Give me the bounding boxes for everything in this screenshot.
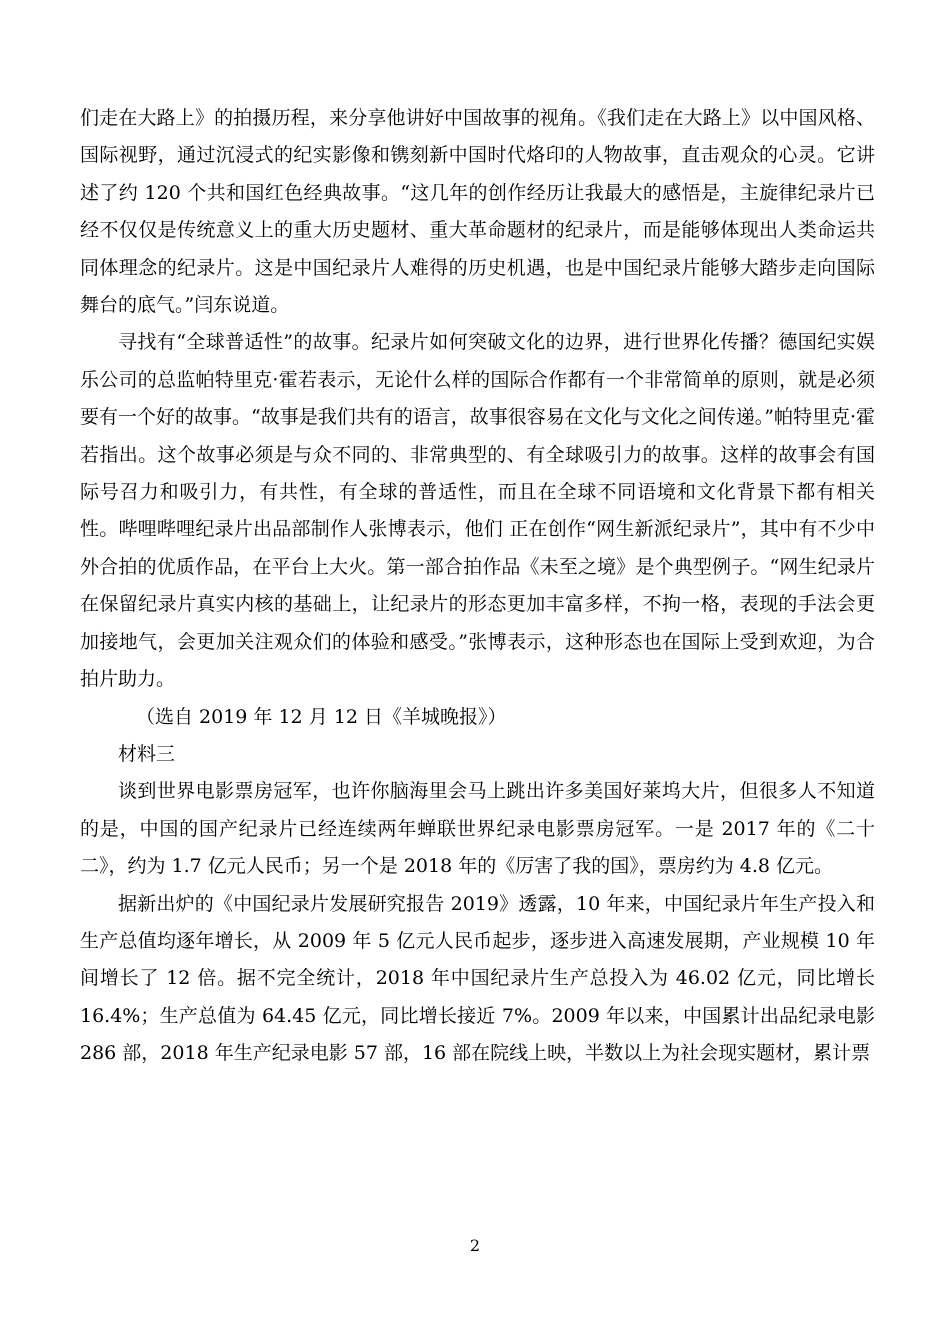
paragraph-3: 谈到世界电影票房冠军，也许你脑海里会马上跳出许多美国好莱坞大片，但很多人不知道的是，中国的国产纪录片已经连续两年蝉联世界纪录电影票房冠军。一是 2017 年的《二十二》，约为 1.7 亿元人民币；另一个是 2018 年的《厉害了我的国》，票房约为 4.8 亿元。	[80, 780, 875, 878]
section-label: 材料三	[118, 742, 176, 765]
source-citation: （选自 2019 年 12 月 12 日《羊城晚报》）	[136, 705, 507, 728]
page-number: 2	[469, 1236, 481, 1255]
document-body	[80, 100, 875, 1073]
paragraph-4: 据新出炉的《中国纪录片发展研究报告 2019》透露，10 年来，中国纪录片年生产投入和生产总值均逐年增长，从 2009 年 5 亿元人民币起步，逐步进入高速发展期，产业规模 10 年间增长了 12 倍。据不完全统计，2018 年中国纪录片生产总投入为 46.02 亿元，同比增长 16.4%；生产总值为 64.45 亿元，同比增长接近 7%。2009 年以来，中国累计出品纪录电影 286 部，2018 年生产纪录电影 57 部，16 部在院线上映，半数以上为社会现实题材，累计票	[80, 892, 875, 1065]
paragraph-1: 们走在大路上》的拍摄历程，来分享他讲好中国故事的视角。《我们走在大路上》以中国风格、国际视野，通过沉浸式的纪实影像和镌刻新中国时代烙印的人物故事，直击观众的心灵。它讲述了约 120 个共和国红色经典故事。“这几年的创作经历让我最大的感悟是，主旋律纪录片已经不仅仅是传统意义上的重大历史题材、重大革命题材的纪录片，而是能够体现出人类命运共同体理念的纪录片。这是中国纪录片人难得的历史机遇，也是中国纪录片能够大踏步走向国际舞台的底气。”闫东说道。	[80, 107, 875, 317]
paragraph-2: 寻找有“全球普适性”的故事。纪录片如何突破文化的边界，进行世界化传播？德国纪实娱乐公司的总监帕特里克·霍若表示，无论什么样的国际合作都有一个非常简单的原则，就是必须要有一个好的故事。“故事是我们共有的语言，故事很容易在文化与文化之间传递。”帕特里克·霍若指出。这个故事必须是与众不同的、非常典型的、有全球吸引力的故事。这样的故事会有国际号召力和吸引力，有共性，有全球的普适性，而且在全球不同语境和文化背景下都有相关性。哔哩哔哩纪录片出品部制作人张博表示，他们 正在创作“网生新派纪录片”，其中有不少中外合拍的优质作品，在平台上大火。第一部合拍作品《未至之境》是个典型例子。“网生纪录片在保留纪录片真实内核的基础上，让纪录片的形态更加丰富多样，不拘一格，表现的手法会更加接地气，会更加关注观众们的体验和感受。”张博表示，这种形态也在国际上受到欢迎，为合拍片助力。	[80, 331, 875, 691]
